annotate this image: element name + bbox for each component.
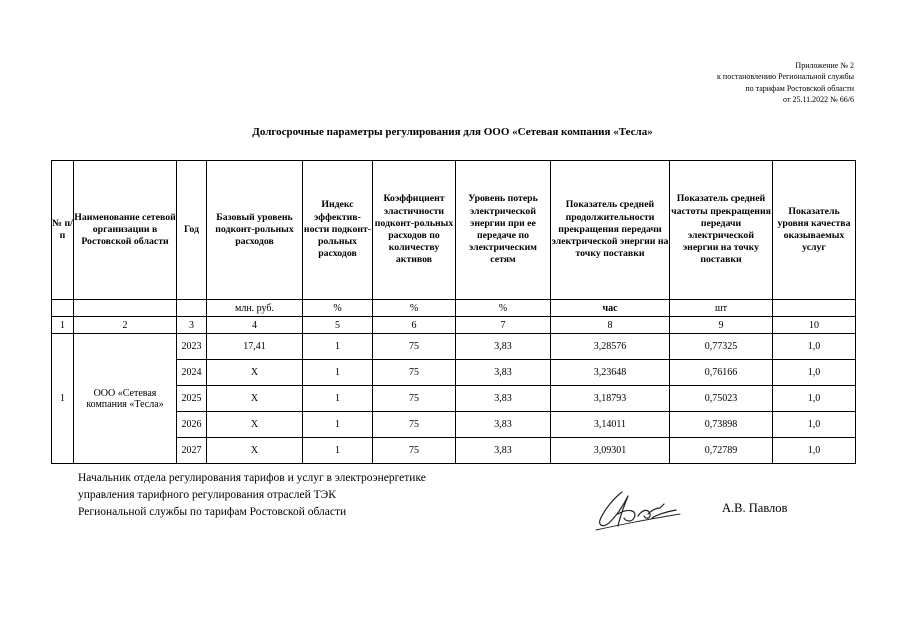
document-title: Долгосрочные параметры регулирования для ООО «Сетевая компания «Тесла» bbox=[252, 126, 653, 138]
units-empty-3 bbox=[177, 300, 207, 317]
appendix-block bbox=[717, 60, 854, 105]
column-number: 4 bbox=[207, 317, 303, 334]
cell-frequency: 0,77325 bbox=[670, 334, 773, 360]
unit-index: % bbox=[303, 300, 373, 317]
cell-frequency: 0,72789 bbox=[670, 438, 773, 464]
cell-quality: 1,0 bbox=[773, 334, 856, 360]
cell-loss: 3,83 bbox=[456, 438, 551, 464]
cell-year: 2025 bbox=[177, 386, 207, 412]
unit-base: млн. руб. bbox=[207, 300, 303, 317]
header-year: Год bbox=[177, 161, 207, 300]
cell-coef: 75 bbox=[373, 412, 456, 438]
cell-index: 1 bbox=[303, 334, 373, 360]
unit-coef: % bbox=[373, 300, 456, 317]
appendix-line-3: по тарифам Ростовской области bbox=[745, 83, 854, 93]
cell-coef: 75 bbox=[373, 334, 456, 360]
units-empty-1 bbox=[52, 300, 74, 317]
cell-frequency: 0,73898 bbox=[670, 412, 773, 438]
cell-duration: 3,28576 bbox=[551, 334, 670, 360]
cell-base: Х bbox=[207, 412, 303, 438]
column-number: 9 bbox=[670, 317, 773, 334]
header-org: Наименование сетевой организации в Ростовской области bbox=[74, 161, 177, 300]
cell-loss: 3,83 bbox=[456, 412, 551, 438]
cell-base: Х bbox=[207, 438, 303, 464]
units-row bbox=[52, 300, 856, 317]
cell-quality: 1,0 bbox=[773, 360, 856, 386]
column-numbers-row bbox=[52, 317, 856, 334]
cell-duration: 3,18793 bbox=[551, 386, 670, 412]
cell-index: 1 bbox=[303, 412, 373, 438]
column-number: 6 bbox=[373, 317, 456, 334]
column-number: 1 bbox=[52, 317, 74, 334]
cell-index: 1 bbox=[303, 386, 373, 412]
row-number: 1 bbox=[52, 334, 74, 464]
cell-year: 2026 bbox=[177, 412, 207, 438]
header-elasticity-coef: Коэффициент эластичности подконт-рольных расходов по количеству активов bbox=[373, 161, 456, 300]
cell-duration: 3,23648 bbox=[551, 360, 670, 386]
unit-frequency: шт bbox=[670, 300, 773, 317]
cell-year: 2023 bbox=[177, 334, 207, 360]
cell-base: Х bbox=[207, 360, 303, 386]
cell-index: 1 bbox=[303, 438, 373, 464]
unit-duration: час bbox=[551, 300, 670, 317]
cell-coef: 75 bbox=[373, 438, 456, 464]
appendix-line-1: Приложение № 2 bbox=[795, 61, 854, 70]
column-number: 10 bbox=[773, 317, 856, 334]
handwritten-signature bbox=[594, 484, 686, 532]
cell-year: 2024 bbox=[177, 360, 207, 386]
footer-line-3: Региональной службы по тарифам Ростовской области bbox=[78, 506, 347, 518]
cell-loss: 3,83 bbox=[456, 386, 551, 412]
units-empty-2 bbox=[74, 300, 177, 317]
cell-coef: 75 bbox=[373, 360, 456, 386]
column-number: 3 bbox=[177, 317, 207, 334]
cell-year: 2027 bbox=[177, 438, 207, 464]
parameters-table bbox=[51, 160, 856, 464]
header-base-level: Базовый уровень подконт-рольных расходов bbox=[207, 161, 303, 300]
header-quality-level: Показатель уровня качества оказываемых услуг bbox=[773, 161, 856, 300]
appendix-line-4: от 25.11.2022 № 66/6 bbox=[783, 94, 854, 104]
header-row bbox=[52, 161, 856, 300]
column-number: 2 bbox=[74, 317, 177, 334]
table-row bbox=[52, 334, 856, 360]
cell-frequency: 0,76166 bbox=[670, 360, 773, 386]
cell-quality: 1,0 bbox=[773, 412, 856, 438]
cell-quality: 1,0 bbox=[773, 386, 856, 412]
cell-frequency: 0,75023 bbox=[670, 386, 773, 412]
unit-loss: % bbox=[456, 300, 551, 317]
column-number: 7 bbox=[456, 317, 551, 334]
cell-duration: 3,14011 bbox=[551, 412, 670, 438]
cell-index: 1 bbox=[303, 360, 373, 386]
header-num: № п/п bbox=[52, 161, 74, 300]
cell-loss: 3,83 bbox=[456, 360, 551, 386]
cell-coef: 75 bbox=[373, 386, 456, 412]
footer-line-2: управления тарифного регулирования отраслей ТЭК bbox=[78, 489, 336, 501]
appendix-line-2: к постановлению Региональной службы bbox=[717, 72, 854, 82]
header-loss-level: Уровень потерь электрической энергии при ее передаче по электрическим сетям bbox=[456, 161, 551, 300]
footer-line-1: Начальник отдела регулирования тарифов и услуг в электроэнергетике bbox=[78, 472, 426, 484]
header-interruption-frequency: Показатель средней частоты прекращения передачи электрической энергии на точку поставки bbox=[670, 161, 773, 300]
cell-loss: 3,83 bbox=[456, 334, 551, 360]
signer-name: А.В. Павлов bbox=[722, 501, 788, 515]
cell-base: Х bbox=[207, 386, 303, 412]
header-efficiency-index: Индекс эффектив-ности подконт-рольных расходов bbox=[303, 161, 373, 300]
column-number: 5 bbox=[303, 317, 373, 334]
cell-quality: 1,0 bbox=[773, 438, 856, 464]
cell-base: 17,41 bbox=[207, 334, 303, 360]
header-interruption-duration: Показатель средней продолжительности прекращения передачи электрической энергии на точку поставки bbox=[551, 161, 670, 300]
column-number: 8 bbox=[551, 317, 670, 334]
org-name: ООО «Сетевая компания «Тесла» bbox=[74, 334, 177, 464]
footer-block bbox=[78, 470, 426, 521]
cell-duration: 3,09301 bbox=[551, 438, 670, 464]
units-empty-10 bbox=[773, 300, 856, 317]
